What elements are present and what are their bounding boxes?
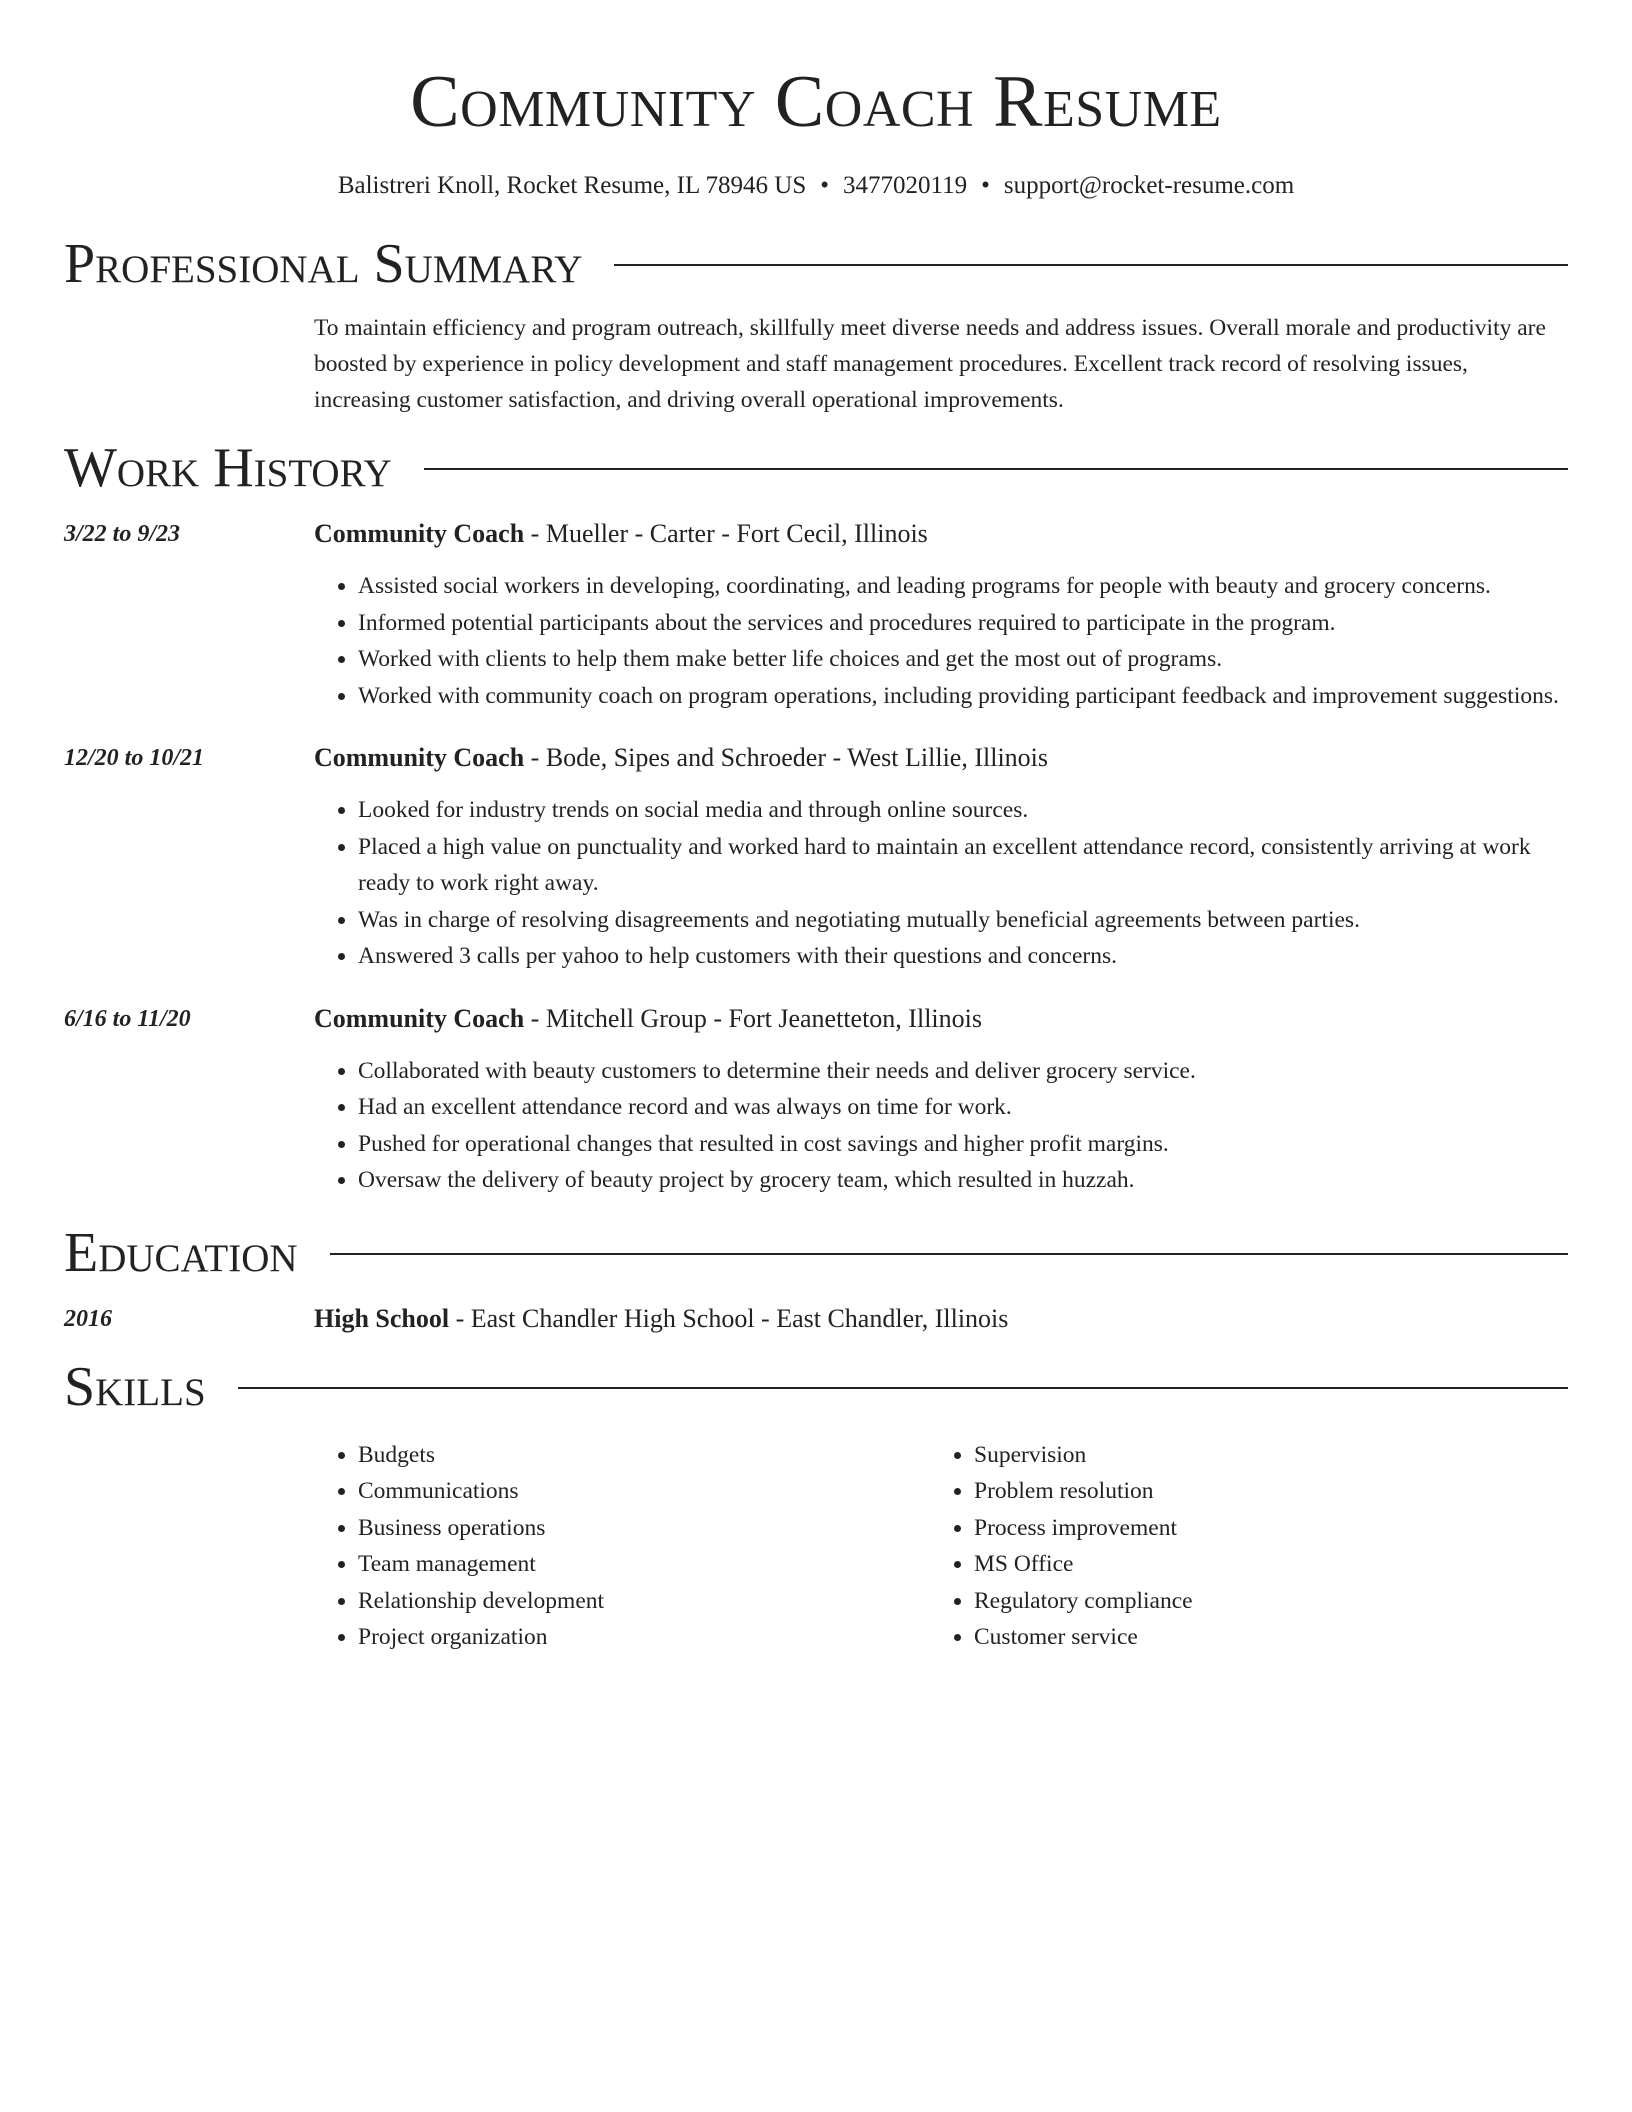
education-heading: Education: [64, 1221, 298, 1284]
contact-separator: •: [820, 172, 830, 199]
skill-item: • Problem resolution: [974, 1473, 1546, 1510]
education-heading-line: [314, 1303, 1568, 1335]
job-bullet: • Pushed for operational changes that resulted in cost savings and higher profit margins.: [358, 1126, 1568, 1163]
contact-phone: 3477020119: [843, 172, 968, 199]
education-details: - East Chandler High School - East Chandler, Illinois: [449, 1303, 1009, 1333]
job-dates: 12/20 to 10/21: [64, 745, 205, 771]
job-details: - Mitchell Group - Fort Jeanetteton, Illinois: [524, 1003, 982, 1033]
job-bullets: [314, 1053, 1568, 1199]
job-heading: [314, 518, 1568, 550]
education-entry: [64, 1303, 1568, 1335]
job-details: - Bode, Sipes and Schroeder - West Lillie, Illinois: [524, 743, 1049, 772]
resume-page: [64, 0, 1568, 1656]
skill-item: • Customer service: [974, 1619, 1546, 1656]
job-entry: [64, 1003, 1568, 1199]
section-divider: [330, 1253, 1568, 1255]
job-entry: [64, 518, 1568, 714]
job-bullet: • Had an excellent attendance record and was always on time for work.: [358, 1089, 1568, 1126]
skills-heading: Skills: [64, 1355, 206, 1418]
job-bullet: • Assisted social workers in developing, coordinating, and leading programs for people with beauty and grocery concerns.: [358, 568, 1568, 605]
job-details: - Mueller - Carter - Fort Cecil, Illinois: [524, 519, 928, 548]
job-bullets: [314, 568, 1568, 714]
skill-item: • Project organization: [358, 1619, 930, 1656]
work-section-header: [64, 436, 1568, 500]
job-heading: [314, 1003, 1568, 1035]
contact-line: [64, 170, 1568, 202]
skill-item: • Relationship development: [358, 1583, 930, 1620]
summary-row: [64, 296, 1568, 418]
section-divider: [614, 264, 1568, 266]
skills-lists: [314, 1437, 1568, 1656]
resume-title: Community Coach Resume: [410, 61, 1222, 143]
skill-item: • Team management: [358, 1546, 930, 1583]
job-bullet: • Worked with clients to help them make better life choices and get the most out of programs.: [358, 641, 1568, 678]
contact-separator: •: [981, 172, 990, 199]
education-section-header: [64, 1221, 1568, 1285]
contact-email: support@rocket-resume.com: [1003, 172, 1295, 199]
skill-item: • Communications: [358, 1473, 930, 1510]
skill-item: • Regulatory compliance: [974, 1583, 1546, 1620]
education-year: 2016: [64, 1305, 112, 1332]
skills-column-left: [314, 1437, 930, 1656]
contact-address: Balistreri Knoll, Rocket Resume, IL 78946 US: [337, 172, 807, 199]
job-bullets: [314, 792, 1568, 975]
skills-section-header: [64, 1355, 1568, 1419]
skill-item: • Budgets: [358, 1437, 930, 1474]
skill-item: • Process improvement: [974, 1510, 1546, 1547]
section-divider: [424, 468, 1568, 470]
job-title: Community Coach: [314, 1003, 525, 1033]
skills-row: [64, 1419, 1568, 1656]
job-bullet: • Oversaw the delivery of beauty project by grocery team, which resulted in huzzah.: [358, 1162, 1568, 1199]
job-bullet: • Was in charge of resolving disagreements and negotiating mutually beneficial agreements between parties.: [358, 902, 1568, 939]
job-dates: 3/22 to 9/23: [64, 521, 181, 547]
job-title: Community Coach: [314, 519, 525, 548]
summary-heading: Professional Summary: [64, 233, 583, 295]
job-title: Community Coach: [314, 743, 525, 772]
education-degree: High School: [314, 1303, 450, 1333]
section-divider: [238, 1387, 1568, 1389]
job-bullet: • Informed potential participants about the services and procedures required to participate in the program.: [358, 605, 1568, 642]
job-bullet: • Collaborated with beauty customers to determine their needs and deliver grocery service.: [358, 1053, 1568, 1090]
skill-item: • Business operations: [358, 1510, 930, 1547]
skill-item: • Supervision: [974, 1437, 1546, 1474]
job-bullet: • Worked with community coach on program operations, including providing participant feedback and improvement suggestions.: [358, 678, 1568, 715]
summary-text: To maintain efficiency and program outreach, skillfully meet diverse needs and address issues. Overall morale and productivity are boosted by experience in policy development and staff management procedures. Excellent track record of resolving issues, increasing customer satisfaction, and driving overall operational improvements.: [314, 315, 1546, 413]
skills-column-right: [930, 1437, 1546, 1656]
job-heading: [314, 742, 1568, 774]
job-bullet: • Answered 3 calls per yahoo to help customers with their questions and concerns.: [358, 938, 1568, 975]
skill-item: • MS Office: [974, 1546, 1546, 1583]
job-entry: [64, 742, 1568, 975]
summary-section-header: [64, 232, 1568, 296]
job-dates: 6/16 to 11/20: [64, 1005, 191, 1032]
job-bullet: • Looked for industry trends on social media and through online sources.: [358, 792, 1568, 829]
job-bullet: • Placed a high value on punctuality and worked hard to maintain an excellent attendance record, consistently arriving at work ready to work right away.: [358, 829, 1568, 902]
work-heading: Work History: [64, 437, 392, 499]
